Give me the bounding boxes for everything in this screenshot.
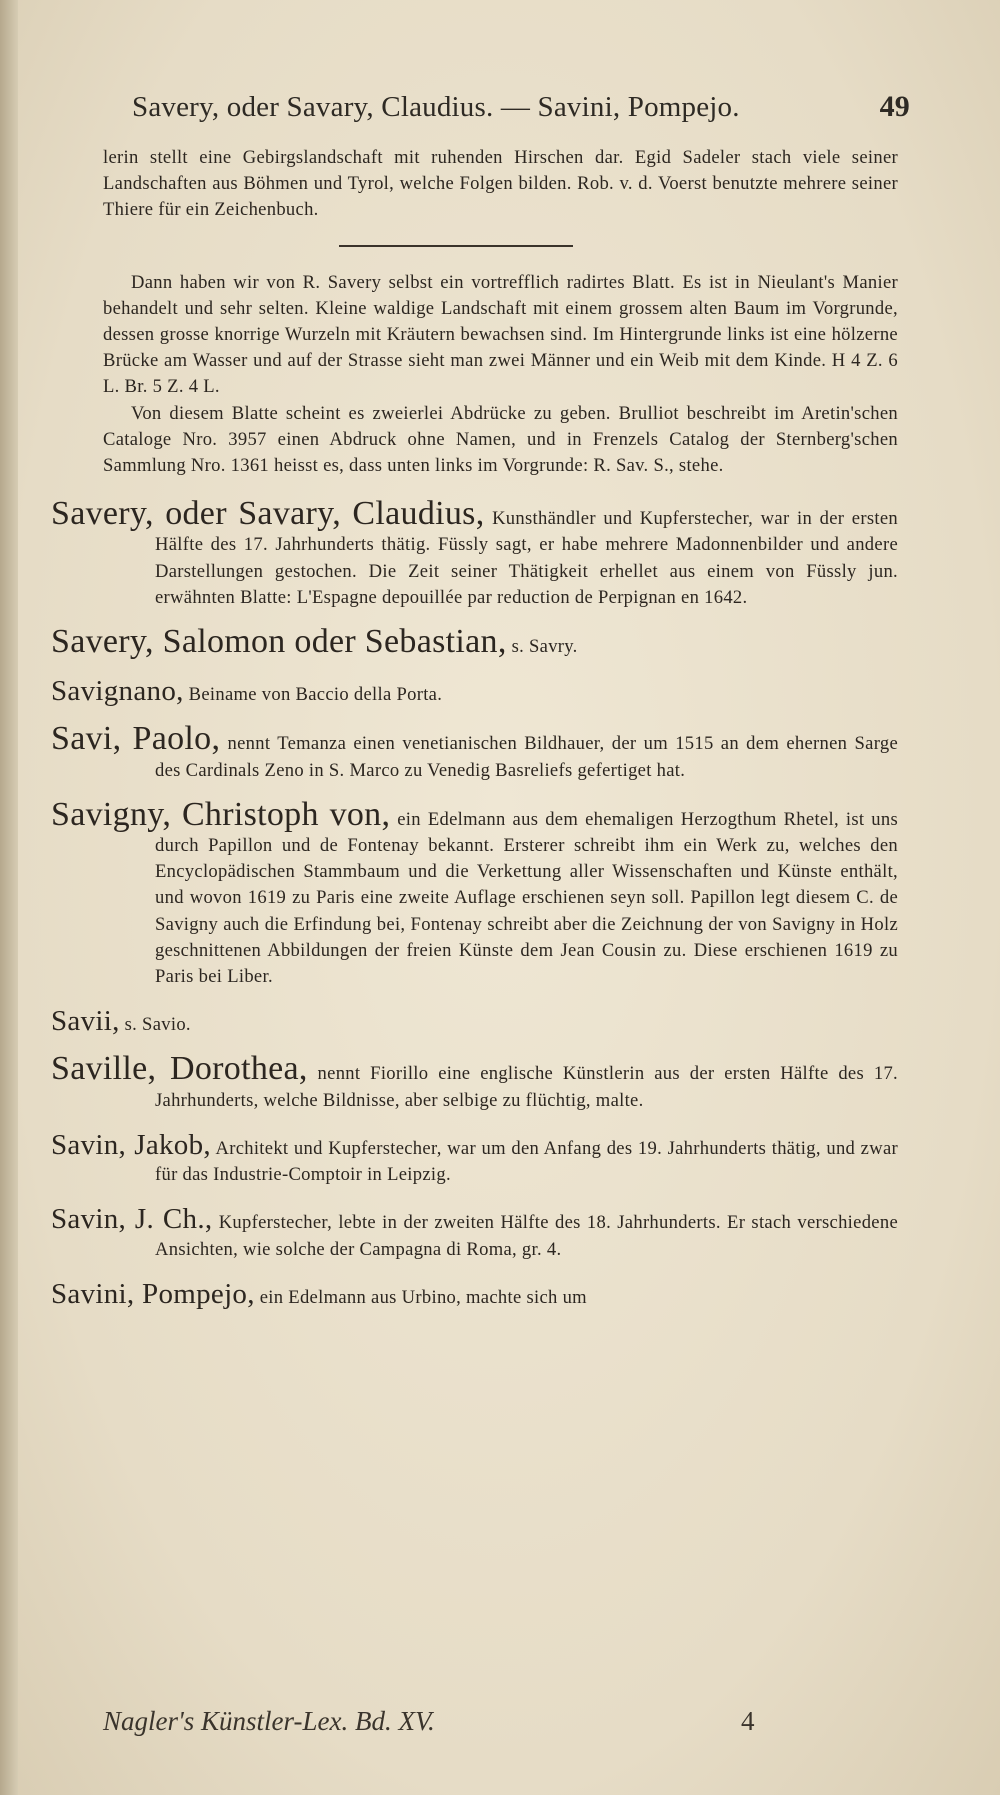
entry-savigny-christoph: [51, 795, 898, 990]
entry-savini-pompejo: [51, 1277, 898, 1311]
entry-headword: Savin, Jakob,: [51, 1128, 211, 1161]
entry-text: ein Edelmann aus Urbino, machte sich um: [259, 1286, 587, 1308]
entry-savin-jakob: [51, 1128, 898, 1188]
entry-text: Kupferstecher, lebte in der zweiten Hälfte des 18. Jahrhunderts. Er stach verschiedene Ansichten, wie solche der Campagna di Roma, gr. 4.: [155, 1212, 898, 1260]
entry-savii: [51, 1005, 898, 1038]
signature-line: Nagler's Künstler-Lex. Bd. XV.: [103, 1706, 435, 1736]
entry-savignano: [51, 675, 898, 708]
entry-headword: Savigny, Christoph von,: [51, 795, 391, 833]
paragraph-savery-etching: Dann haben wir von R. Savery selbst ein vortrefflich radirtes Blatt. Es ist in Nieulant's Manier behandelt und sehr selten. Kleine waldige Landschaft mit einem grossem alten Baum im Vorgrunde, dessen grosse knorrige Wurzeln mit Kräutern bewachsen sind. Im Hintergrunde links ist eine hölzerne Brücke am Wasser und auf der Strasse sieht man zwei Männer und ein Weib mit dem Kinde. H 4 Z. 6 L. Br. 5 Z. 4 L.: [103, 271, 898, 398]
entry-text: nennt Temanza einen venetianischen Bildhauer, der um 1515 an dem ehernen Sarge des Cardinals Zeno in S. Marco zu Venedig Basreliefs gefertiget hat.: [155, 733, 898, 781]
section-divider: [103, 224, 898, 270]
entry-headword: Savini, Pompejo,: [51, 1277, 255, 1310]
entry-text: Beiname von Baccio della Porta.: [188, 684, 443, 706]
page-binding-edge: [0, 0, 18, 1795]
entry-text: Kunsthändler und Kupferstecher, war in der ersten Hälfte des 17. Jahrhunderts thätig. Füssly sagt, er habe mehrere Madonnenbilder und andere Darstellungen gestochen. Die Zeit seiner Thätigkeit erhellet aus einem von Füssly jun. erwähnten Blatte: L'Espagne depouillée par reduction de Perpignan en 1642.: [155, 508, 898, 608]
entry-headword: Savin, J. Ch.,: [51, 1203, 213, 1236]
running-header: [132, 90, 910, 124]
entry-text: Architekt und Kupferstecher, war um den Anfang des 19. Jahrhunderts thätig, und zwar für das Industrie-Comptoir in Leipzig.: [155, 1137, 898, 1186]
signature-footer: [103, 1706, 903, 1737]
entry-headword: Savignano,: [51, 675, 184, 708]
page-number: 49: [879, 90, 910, 123]
entry-headword: Savii,: [51, 1005, 120, 1038]
entry-headword: Savery, Salomon oder Sebastian,: [51, 623, 507, 661]
entry-text: nennt Fiorillo eine englische Künstlerin aus der ersten Hälfte des 17. Jahrhunderts, welche Bildnisse, aber selbige zu flüchtig, malte.: [155, 1063, 898, 1111]
paragraph-impressions: Von diesem Blatte scheint es zweierlei Abdrücke zu geben. Brulliot beschreibt im Aretin'schen Cataloge Nro. 3957 einen Abdruck ohne Namen, und in Frenzels Catalog der Sternberg'schen Sammlung Nro. 1361 heisst es, dass unten links im Vorgrunde: R. Sav. S., stehe.: [103, 402, 898, 477]
entry-headword: Savery, oder Savary, Claudius,: [51, 495, 485, 533]
page-body: [51, 145, 898, 1311]
entry-headword: Saville, Dorothea,: [51, 1050, 308, 1088]
entry-savery-salomon: [51, 623, 898, 661]
divider-rule: [339, 245, 573, 247]
entry-text: ein Edelmann aus dem ehemaligen Herzogthum Rhetel, ist uns durch Papillon und de Fontenay bekannt. Ersterer schreibt ihm ein Werk zu, welches den Encyclopädischen Stammbaum und die Verkettung aller Wissenschaften und Künste enthält, und wovon 1619 zu Paris eine zweite Auflage erschienen seyn soll. Papillon legt diesem C. de Savigny auch die Erfindung bei, Fontenay schreibt aber die Zeichnung der von Savigny in Holz geschnittenen Abbildungen der freien Künste dem Jean Cousin zu. Diese erschienen 1619 zu Paris bei Liber.: [155, 808, 898, 988]
entry-saville-dorothea: [51, 1050, 898, 1113]
entry-headword: Savi, Paolo,: [51, 720, 221, 758]
entry-text: s. Savio.: [124, 1014, 191, 1036]
entry-savi-paolo: [51, 720, 898, 783]
entry-text: s. Savry.: [511, 636, 578, 658]
entry-savery-claudius: [51, 495, 898, 611]
entry-savin-jch: [51, 1203, 898, 1262]
continuation-paragraph: lerin stellt eine Gebirgslandschaft mit ruhenden Hirschen dar. Egid Sadeler stach viele seiner Landschaften aus Böhmen und Tyrol, welche Folgen bilden. Rob. v. d. Voerst benutzte mehrere seiner Thiere für ein Zeichenbuch.: [103, 147, 898, 221]
running-title: Savery, oder Savary, Claudius. — Savini, Pompejo.: [132, 91, 740, 123]
sheet-number: 4: [741, 1706, 755, 1736]
